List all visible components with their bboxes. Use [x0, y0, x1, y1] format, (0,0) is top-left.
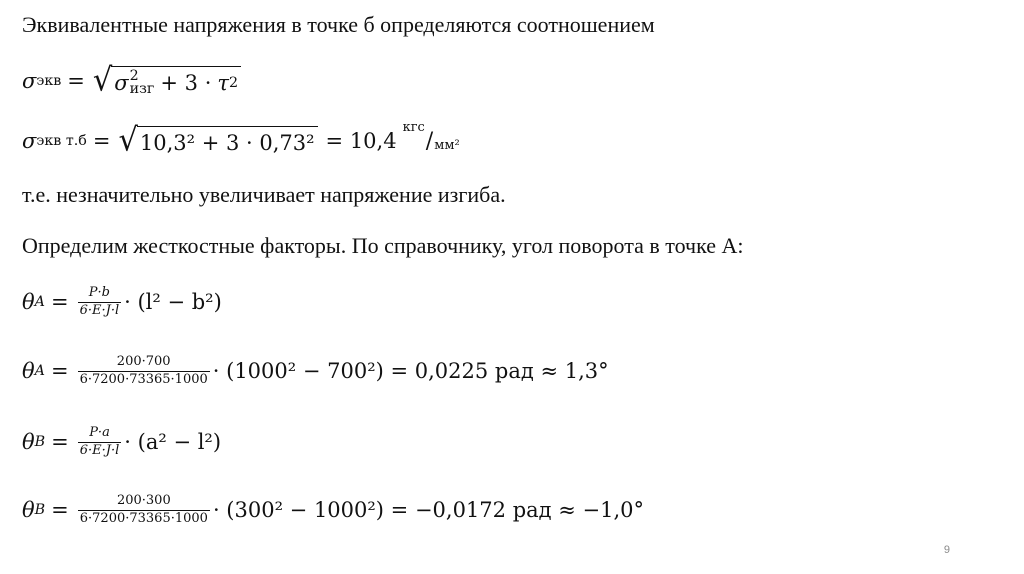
unit-denominator: мм² [434, 137, 460, 153]
square-root [92, 62, 241, 99]
equals-sign: = [50, 290, 69, 315]
sigma-bending-subscript: изг [129, 81, 155, 98]
theta-symbol: θ [22, 498, 35, 523]
result-value: = 10,4 [325, 129, 397, 154]
calculation-rest: · (1000² − 700²) = 0,0225 рад ≈ 1,3° [212, 359, 609, 384]
fraction-denominator: 6·7200·73365·1000 [79, 510, 208, 526]
theta-subscript: B [34, 434, 46, 451]
unit-slash: / [425, 128, 434, 154]
sigma-symbol: σ [22, 69, 37, 94]
fraction-numerator: P·a [89, 425, 110, 440]
equals-sign: = [92, 129, 111, 154]
calculation-rest: · (300² − 1000²) = −0,0172 рад ≈ −1,0° [212, 498, 645, 523]
fraction-numerator: P·b [88, 285, 110, 300]
unit-numerator: кгс [402, 119, 425, 135]
theta-symbol: θ [22, 359, 35, 384]
plus-term: + 3 · [160, 70, 212, 95]
radical-sign: √ [92, 62, 113, 99]
radicand: 10,3² + 3 · 0,73² [137, 126, 318, 156]
radicand: σ 2 изг + 3 · τ 2 [111, 66, 241, 97]
fraction [78, 426, 122, 459]
radical-sign: √ [118, 122, 138, 159]
formula-rest: · (a² − l²) [124, 430, 222, 455]
theta-subscript: B [34, 502, 46, 519]
fraction-denominator: 6·E·J·l [79, 442, 120, 458]
equals-sign: = [51, 498, 69, 523]
theta-symbol: θ [22, 430, 35, 455]
theta-b-calculation [22, 494, 644, 527]
theta-symbol: θ [22, 290, 35, 315]
theta-a-formula [22, 286, 222, 319]
fraction-numerator: 200·700 [116, 354, 171, 369]
equivalent-stress-calculation: σ экв т.б = √ 10,3² + 3 · 0,73² = 10,4 кгс / мм² [22, 119, 460, 159]
equals-sign: = [50, 359, 69, 384]
theta-subscript: A [34, 294, 45, 311]
stress-unit [402, 119, 460, 154]
fraction [78, 494, 210, 527]
fraction-denominator: 6·E·J·l [79, 302, 120, 318]
conclusion-text: т.е. незначительно увеличивает напряжение изгиба. [22, 182, 506, 207]
theta-a-calculation [22, 355, 609, 388]
equals-sign: = [67, 69, 85, 94]
stiffness-text: Определим жесткостные факторы. По справочнику, угол поворота в точке А: [22, 233, 744, 258]
equals-sign: = [51, 430, 69, 455]
sigma-symbol: σ [22, 129, 37, 154]
page-number: 9 [943, 544, 950, 556]
intro-text: Эквивалентные напряжения в точке б определяются соотношением [22, 12, 655, 37]
theta-b-formula [22, 426, 221, 459]
sigma-bending: σ [114, 70, 129, 95]
fraction-denominator: 6·7200·73365·1000 [79, 371, 208, 387]
square-root [118, 122, 317, 159]
sigma-bending-power: 2 [129, 68, 139, 84]
fraction [78, 286, 122, 319]
fraction [78, 355, 210, 388]
fraction-numerator: 200·300 [116, 493, 171, 508]
equivalent-stress-formula: σ экв = √ σ 2 изг + 3 · τ 2 [22, 66, 243, 97]
theta-subscript: A [34, 363, 45, 380]
tau-symbol: τ [217, 70, 230, 95]
formula-rest: · (l² − b²) [124, 290, 222, 315]
